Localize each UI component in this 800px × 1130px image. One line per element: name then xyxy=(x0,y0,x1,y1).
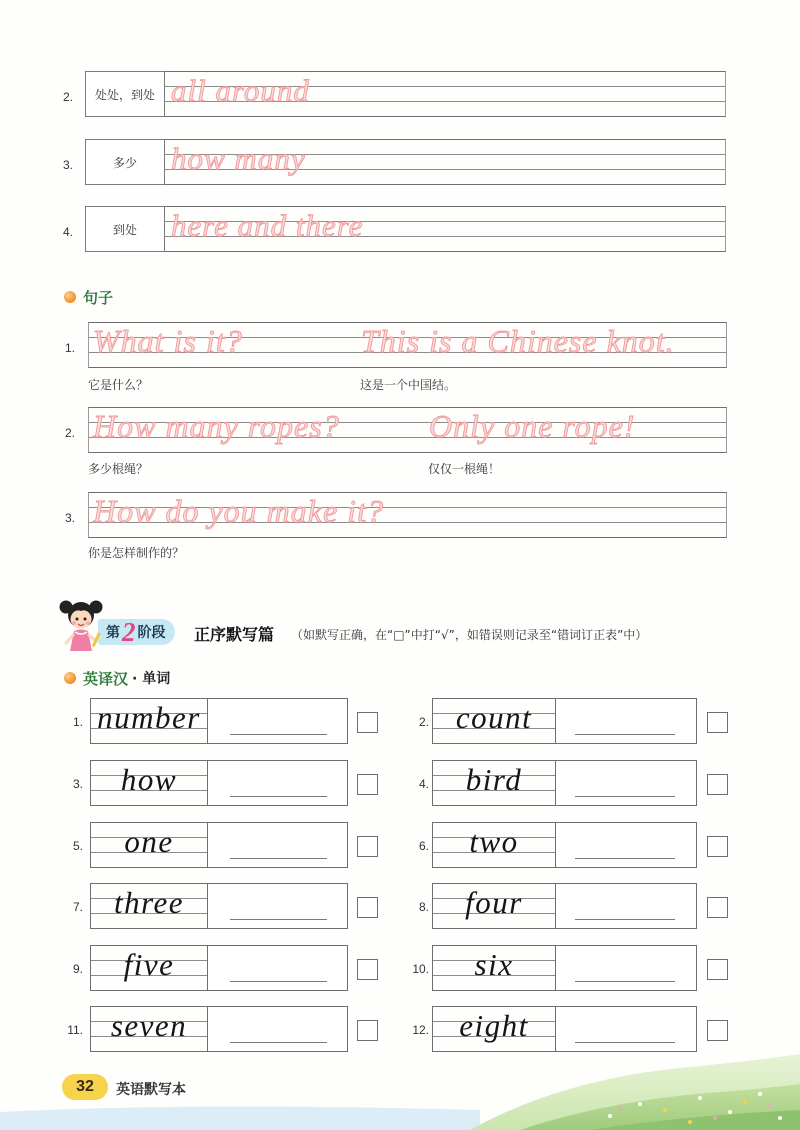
word-number: 2. xyxy=(418,715,429,729)
word-writing-grid xyxy=(432,822,555,868)
phrase-chinese-text: 到处 xyxy=(112,222,137,237)
translation-answer-field[interactable] xyxy=(555,760,697,806)
sentence-writing-grid xyxy=(88,407,727,453)
english-word: one xyxy=(124,824,174,859)
english-word: number xyxy=(97,700,201,735)
phrase-number: 2. xyxy=(63,90,74,104)
sentences-section-heading xyxy=(64,288,113,306)
english-word: seven xyxy=(110,1008,188,1043)
correct-checkbox[interactable] xyxy=(707,836,728,857)
correct-checkbox[interactable] xyxy=(357,959,378,980)
answer-underline xyxy=(230,734,327,735)
sentence-writing-grid xyxy=(88,322,727,368)
answer-underline xyxy=(575,796,675,797)
correct-checkbox[interactable] xyxy=(707,712,728,733)
phrase-trace-text: here and there xyxy=(171,208,364,243)
translation-answer-field[interactable] xyxy=(555,822,697,868)
phrase-trace-text: how many xyxy=(171,141,306,176)
word-writing-grid xyxy=(90,760,207,806)
translation-answer-field[interactable] xyxy=(207,883,348,929)
phrase-writing-grid xyxy=(165,71,726,117)
words-heading-sub: · 单词 xyxy=(132,671,171,687)
sentence-trace-text: How many ropes? xyxy=(93,408,340,444)
word-writing-grid xyxy=(432,698,555,744)
word-number: 7. xyxy=(72,900,83,914)
sentence-chinese-translation: 你是怎样制作的？ xyxy=(88,546,185,560)
translation-answer-field[interactable] xyxy=(555,883,697,929)
word-number: 3. xyxy=(72,777,83,791)
word-number: 8. xyxy=(418,900,429,914)
english-word: five xyxy=(123,947,175,982)
english-word: how xyxy=(120,762,178,797)
book-title: 英语默写本 xyxy=(116,1082,186,1098)
word-number: 6. xyxy=(418,839,429,853)
correct-checkbox[interactable] xyxy=(357,712,378,733)
english-word: three xyxy=(113,885,185,920)
word-number: 1. xyxy=(72,715,83,729)
answer-underline xyxy=(575,919,675,920)
sentence-number: 1. xyxy=(65,341,76,355)
translation-answer-field[interactable] xyxy=(555,945,697,991)
sentence-chinese-translation: 这是一个中国结。 xyxy=(360,378,457,392)
correct-checkbox[interactable] xyxy=(357,897,378,918)
word-writing-grid xyxy=(432,760,555,806)
word-writing-grid xyxy=(90,945,207,991)
stage-title: 正序默写篇 xyxy=(194,625,275,644)
english-word: four xyxy=(465,885,523,920)
correct-checkbox[interactable] xyxy=(357,774,378,795)
english-word: eight xyxy=(459,1008,529,1043)
word-number: 5. xyxy=(72,839,83,853)
stage-badge xyxy=(98,616,175,647)
correct-checkbox[interactable] xyxy=(707,897,728,918)
orange-dot-icon xyxy=(64,672,76,684)
translation-answer-field[interactable] xyxy=(207,698,348,744)
word-number: 10. xyxy=(412,962,429,976)
word-number: 9. xyxy=(72,962,83,976)
phrase-chinese-text: 处处，到处 xyxy=(94,87,155,102)
answer-underline xyxy=(230,981,327,982)
phrase-number: 3. xyxy=(63,158,74,172)
english-word: count xyxy=(455,700,533,735)
sentence-writing-grid xyxy=(88,492,727,538)
page-number: 32 xyxy=(76,1078,94,1095)
answer-underline xyxy=(230,858,327,859)
sentence-chinese-translation: 仅仅一根绳！ xyxy=(428,462,501,476)
correct-checkbox[interactable] xyxy=(357,836,378,857)
sentence-chinese-translation: 多少根绳？ xyxy=(88,462,149,476)
sentence-trace-text: How do you make it? xyxy=(93,493,384,529)
word-writing-grid xyxy=(90,822,207,868)
word-number: 12. xyxy=(412,1023,429,1037)
page-number-badge xyxy=(62,1074,108,1100)
word-number: 11. xyxy=(67,1023,83,1037)
phrase-writing-grid xyxy=(165,139,726,185)
english-word: two xyxy=(469,824,519,859)
word-writing-grid xyxy=(90,698,207,744)
translation-answer-field[interactable] xyxy=(555,698,697,744)
correct-checkbox[interactable] xyxy=(707,959,728,980)
english-word: bird xyxy=(465,762,523,797)
answer-underline xyxy=(230,919,327,920)
answer-underline xyxy=(230,796,327,797)
correct-checkbox[interactable] xyxy=(707,774,728,795)
words-heading-main: 英译汉 xyxy=(83,669,129,688)
sentence-number: 2. xyxy=(65,426,76,440)
sentences-heading-text: 句子 xyxy=(83,288,114,307)
answer-underline xyxy=(575,734,675,735)
stage-badge-prefix: 第 xyxy=(106,625,120,641)
translation-answer-field[interactable] xyxy=(207,760,348,806)
phrase-chinese-label-cell xyxy=(85,139,165,185)
phrase-chinese-label-cell xyxy=(85,71,165,117)
english-word: six xyxy=(474,947,514,982)
sentence-trace-text: This is a Chinese knot. xyxy=(361,323,675,359)
word-writing-grid xyxy=(90,883,207,929)
stage-instructions-note: （如默写正确，在“□”中打“√”，如错误则记录至“错词订正表”中） xyxy=(291,628,648,642)
phrase-chinese-label-cell xyxy=(85,206,165,252)
words-section-heading xyxy=(64,669,170,687)
translation-answer-field[interactable] xyxy=(207,822,348,868)
stage-badge-suffix: 阶段 xyxy=(137,625,166,641)
phrase-chinese-text: 多少 xyxy=(112,155,137,170)
word-number: 4. xyxy=(418,777,429,791)
phrase-number: 4. xyxy=(63,225,74,239)
word-writing-grid xyxy=(432,945,555,991)
word-writing-grid xyxy=(432,883,555,929)
orange-dot-icon xyxy=(64,291,76,303)
answer-underline xyxy=(575,981,675,982)
answer-underline xyxy=(575,858,675,859)
sentence-number: 3. xyxy=(65,511,76,525)
phrase-trace-text: all around xyxy=(171,73,310,108)
sentence-chinese-translation: 它是什么？ xyxy=(88,378,149,392)
sentence-trace-text: Only one rope! xyxy=(429,408,636,444)
translation-answer-field[interactable] xyxy=(207,945,348,991)
girl-mascot-illustration xyxy=(58,596,104,652)
phrase-writing-grid xyxy=(165,206,726,252)
sentence-trace-text: What is it? xyxy=(93,323,243,359)
stage-badge-number: 2 xyxy=(122,616,136,647)
